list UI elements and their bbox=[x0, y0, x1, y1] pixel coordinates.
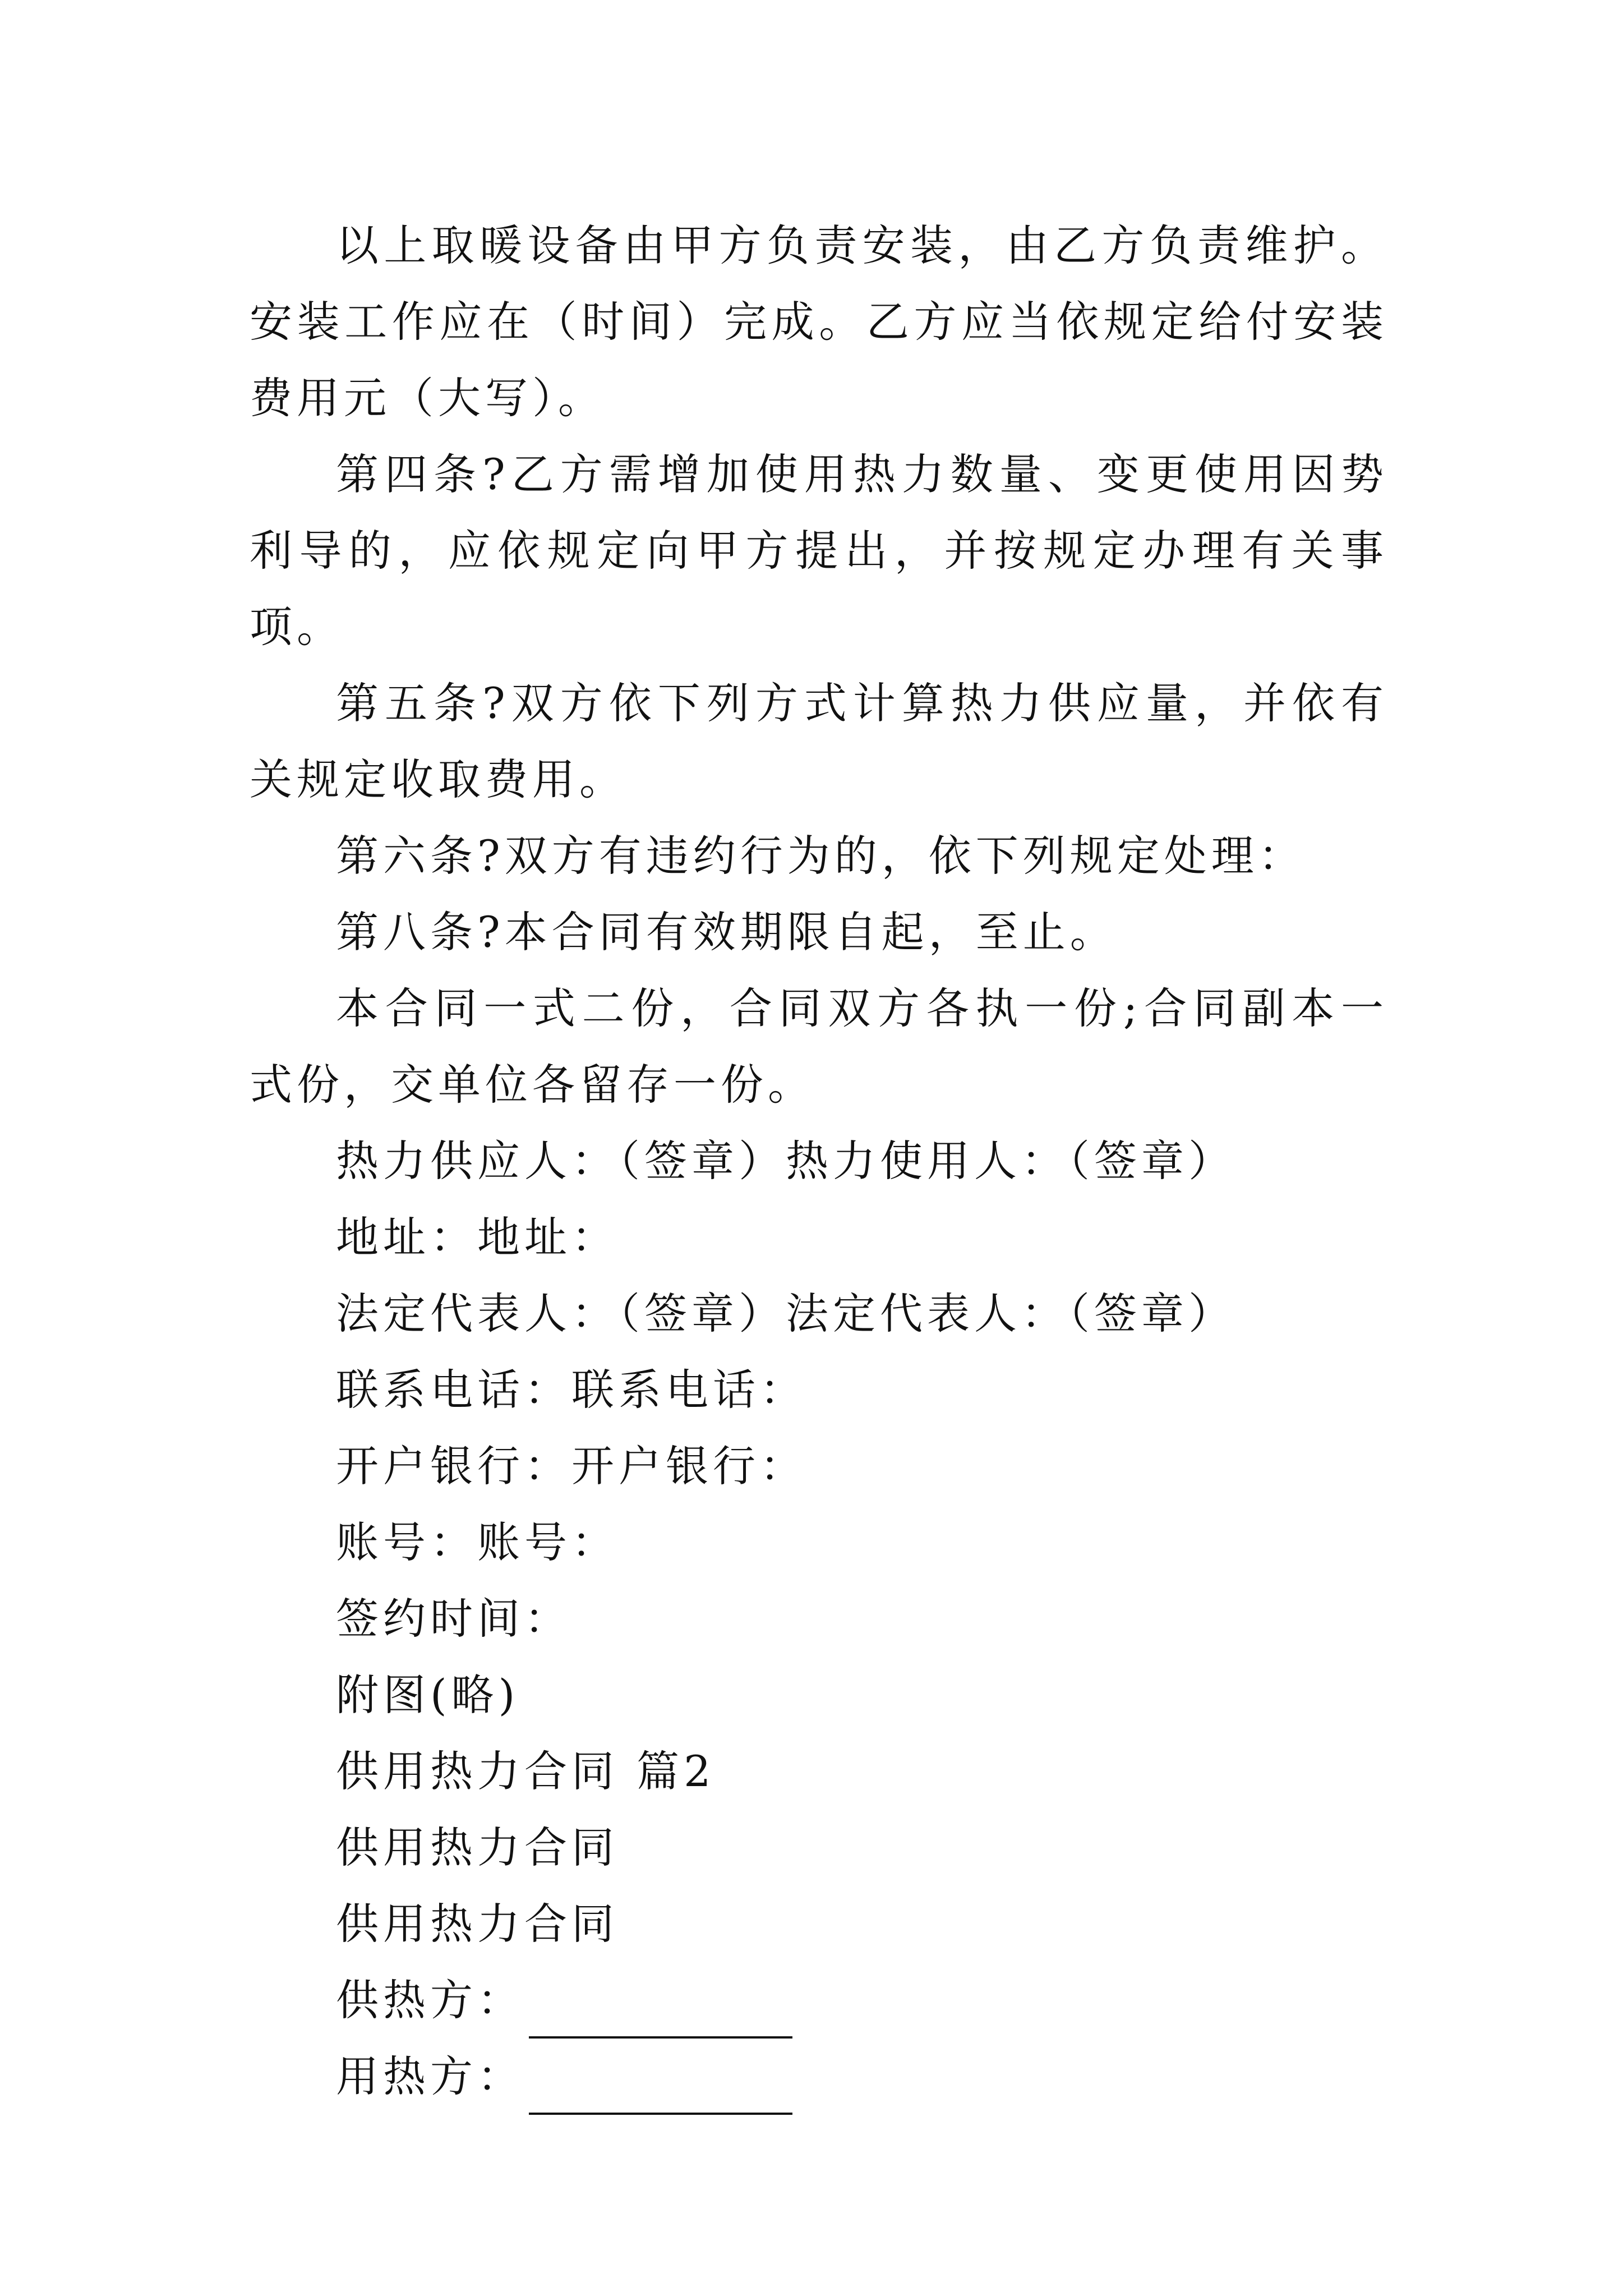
paragraph-article-4: 第四条?乙方需增加使用热力数量、变更使用因势利导的，应依规定向甲方提出，并按规定办理有关事项。 bbox=[250, 449, 1388, 652]
signature-line-legal-rep: 法定代表人：（签章）法定代表人：（签章） bbox=[336, 1289, 1235, 1338]
fill-field-heat-supplier bbox=[250, 1962, 1388, 2039]
contract-title: 供用热力合同 bbox=[336, 1823, 619, 1872]
section-heading-part-2: 供用热力合同 篇2 bbox=[336, 1746, 716, 1796]
signature-line-address: 地址：地址： bbox=[336, 1212, 619, 1262]
paragraph-article-8: 第八条?本合同有效期限自起，至止。 bbox=[336, 907, 1117, 957]
attachment-note: 附图(略) bbox=[336, 1670, 520, 1720]
paragraph-article-5: 第五条?双方依下列方式计算热力供应量，并依有关规定收取费用。 bbox=[250, 678, 1388, 804]
paragraph-article-6: 第六条?双方有违约行为的，依下列规定处理： bbox=[336, 831, 1306, 881]
paragraph-installation: 以上取暖设备由甲方负责安装，由乙方负责维护。安装工作应在（时间）完成。乙方应当依规定给付安装费用元（大写）。 bbox=[250, 220, 1388, 423]
signature-line-sign-date: 签约时间： bbox=[336, 1594, 571, 1644]
document-body bbox=[250, 208, 1388, 2115]
contract-title-repeat: 供用热力合同 bbox=[336, 1899, 619, 1949]
blank-underline[interactable] bbox=[529, 2064, 792, 2115]
fill-field-heat-user bbox=[250, 2039, 1388, 2115]
signature-line-supplier-user: 热力供应人：（签章）热力使用人：（签章） bbox=[336, 1136, 1235, 1186]
signature-line-bank: 开户银行：开户银行： bbox=[336, 1441, 807, 1491]
signature-line-phone: 联系电话：联系电话： bbox=[336, 1365, 807, 1415]
fill-field-label: 供热方： bbox=[336, 1975, 524, 2025]
blank-underline[interactable] bbox=[529, 1988, 792, 2039]
signature-line-account: 账号：账号： bbox=[336, 1517, 619, 1567]
paragraph-copies: 本合同一式二份，合同双方各执一份;合同副本一式份，交单位各留存一份。 bbox=[250, 983, 1388, 1110]
fill-field-label: 用热方： bbox=[336, 2051, 524, 2101]
